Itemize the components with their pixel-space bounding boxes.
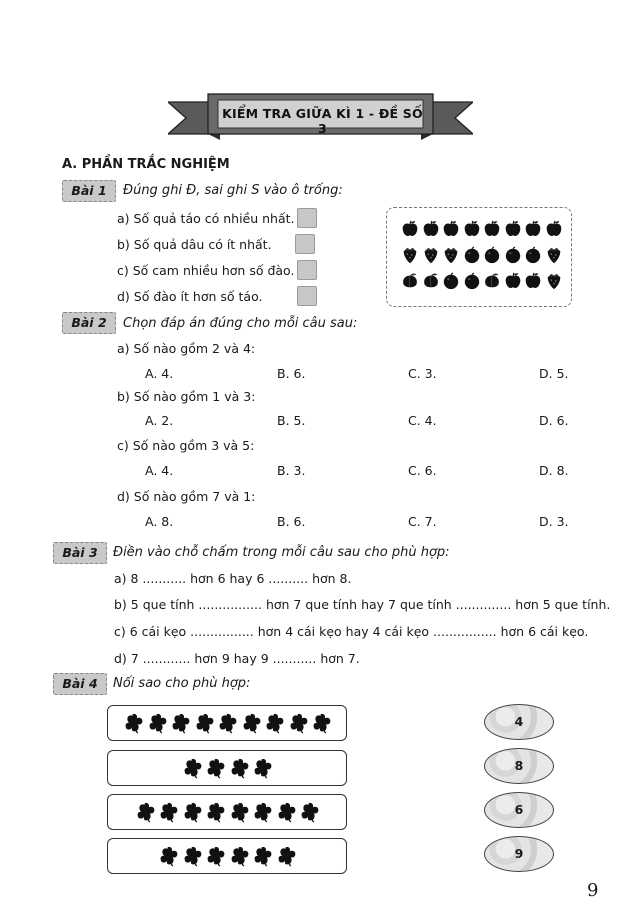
- flower-panel-4[interactable]: [107, 838, 347, 874]
- option-d-A[interactable]: A. 8.: [145, 514, 174, 529]
- flower-icon: [135, 801, 157, 823]
- flower-icon: [252, 845, 274, 867]
- option-c-C[interactable]: C. 6.: [408, 463, 437, 478]
- option-c-B[interactable]: B. 3.: [277, 463, 306, 478]
- flower-icon: [252, 801, 274, 823]
- option-c-A[interactable]: A. 4.: [145, 463, 174, 478]
- answer-box-c[interactable]: [297, 260, 317, 280]
- flower-icon: [147, 712, 169, 734]
- bai3-item-d: d) 7 ............ hơn 9 hay 9 ........... hơn 7.: [114, 651, 360, 666]
- strawberry-icon: [545, 272, 563, 290]
- option-b-A[interactable]: A. 2.: [145, 413, 174, 428]
- number-oval-4[interactable]: 9: [484, 836, 554, 872]
- bai3-item-c: c) 6 cái kẹo ................ hơn 4 cái kẹo hay 4 cái kẹo ................ hơn 6 cái kẹo.: [114, 624, 589, 639]
- bai3-tag: Bài 3: [53, 542, 107, 564]
- number-oval-3[interactable]: 6: [484, 792, 554, 828]
- bai2-question-d: d) Số nào gồm 7 và 1:: [117, 489, 256, 504]
- option-a-B[interactable]: B. 6.: [277, 366, 306, 381]
- orange-icon: [463, 246, 481, 264]
- flower-panel-1[interactable]: [107, 705, 347, 741]
- flower-icon: [217, 712, 239, 734]
- flower-icon: [182, 801, 204, 823]
- bai3-instruction: Điền vào chỗ chấm trong mỗi câu sau cho phù hợp:: [113, 545, 450, 560]
- apple-icon: [504, 220, 522, 238]
- number-oval-1[interactable]: 4: [484, 704, 554, 740]
- flower-panel-2[interactable]: [107, 750, 347, 786]
- flower-icon: [229, 801, 251, 823]
- answer-box-b[interactable]: [295, 234, 315, 254]
- apple-icon: [483, 220, 501, 238]
- bai4-instruction: Nối sao cho phù hợp:: [113, 676, 251, 691]
- strawberry-icon: [401, 246, 419, 264]
- option-d-D[interactable]: D. 3.: [539, 514, 569, 529]
- bai3-item-a: a) 8 ........... hơn 6 hay 6 .......... hơn 8.: [114, 571, 352, 586]
- orange-icon: [524, 246, 542, 264]
- orange-icon: [483, 246, 501, 264]
- flower-icon: [229, 757, 251, 779]
- option-c-D[interactable]: D. 8.: [539, 463, 569, 478]
- option-b-D[interactable]: D. 6.: [539, 413, 569, 428]
- apple-icon: [524, 220, 542, 238]
- flower-icon: [123, 712, 145, 734]
- strawberry-icon: [442, 246, 460, 264]
- orange-icon: [504, 246, 522, 264]
- option-a-D[interactable]: D. 5.: [539, 366, 569, 381]
- bai2-question-a: a) Số nào gồm 2 và 4:: [117, 341, 256, 356]
- flower-icon: [205, 845, 227, 867]
- flower-icon: [205, 801, 227, 823]
- flower-icon: [170, 712, 192, 734]
- bai1-item-c: c) Số cam nhiều hơn số đào.: [117, 263, 295, 278]
- orange-icon: [442, 272, 460, 290]
- flower-icon: [252, 757, 274, 779]
- strawberry-icon: [422, 246, 440, 264]
- option-a-C[interactable]: C. 3.: [408, 366, 437, 381]
- orange-icon: [463, 272, 481, 290]
- flower-icon: [229, 845, 251, 867]
- answer-box-a[interactable]: [297, 208, 317, 228]
- bai2-tag: Bài 2: [62, 312, 116, 334]
- apple-icon: [524, 272, 542, 290]
- bai2-question-b: b) Số nào gồm 1 và 3:: [117, 389, 256, 404]
- bai1-item-a: a) Số quả táo có nhiều nhất.: [117, 211, 295, 226]
- option-d-C[interactable]: C. 7.: [408, 514, 437, 529]
- flower-icon: [158, 845, 180, 867]
- bai1-instruction: Đúng ghi Đ, sai ghi S vào ô trống:: [123, 183, 343, 198]
- answer-box-d[interactable]: [297, 286, 317, 306]
- flower-icon: [276, 845, 298, 867]
- flower-icon: [182, 845, 204, 867]
- fruit-picture-box: [386, 207, 572, 307]
- option-b-C[interactable]: C. 4.: [408, 413, 437, 428]
- bai1-item-b: b) Số quả dâu có ít nhất.: [117, 237, 272, 252]
- flower-icon: [276, 801, 298, 823]
- bai1-tag: Bài 1: [62, 180, 116, 202]
- peach-icon: [422, 272, 440, 290]
- peach-icon: [401, 272, 419, 290]
- flower-icon: [194, 712, 216, 734]
- page-number: 9: [587, 880, 599, 901]
- apple-icon: [545, 220, 563, 238]
- strawberry-icon: [545, 246, 563, 264]
- flower-icon: [311, 712, 333, 734]
- peach-icon: [483, 272, 501, 290]
- apple-icon: [422, 220, 440, 238]
- option-d-B[interactable]: B. 6.: [277, 514, 306, 529]
- title-banner: [168, 92, 473, 140]
- flower-panel-3[interactable]: [107, 794, 347, 830]
- apple-icon: [463, 220, 481, 238]
- page-title: KIỂM TRA GIỮA KÌ 1 - ĐỀ SỐ 3: [222, 106, 423, 136]
- bai2-instruction: Chọn đáp án đúng cho mỗi câu sau:: [123, 316, 358, 331]
- apple-icon: [401, 220, 419, 238]
- bai3-item-b: b) 5 que tính ................ hơn 7 que tính hay 7 que tính .............. hơn 5 que tính.: [114, 597, 611, 612]
- bai1-item-d: d) Số đào ít hơn số táo.: [117, 289, 263, 304]
- flower-icon: [205, 757, 227, 779]
- flower-icon: [288, 712, 310, 734]
- apple-icon: [504, 272, 522, 290]
- option-a-A[interactable]: A. 4.: [145, 366, 174, 381]
- flower-icon: [182, 757, 204, 779]
- flower-icon: [264, 712, 286, 734]
- section-a-title: A. PHẦN TRẮC NGHIỆM: [62, 157, 230, 172]
- bai2-question-c: c) Số nào gồm 3 và 5:: [117, 438, 255, 453]
- number-oval-2[interactable]: 8: [484, 748, 554, 784]
- apple-icon: [442, 220, 460, 238]
- option-b-B[interactable]: B. 5.: [277, 413, 306, 428]
- flower-icon: [158, 801, 180, 823]
- flower-icon: [299, 801, 321, 823]
- flower-icon: [241, 712, 263, 734]
- bai4-tag: Bài 4: [53, 673, 107, 695]
